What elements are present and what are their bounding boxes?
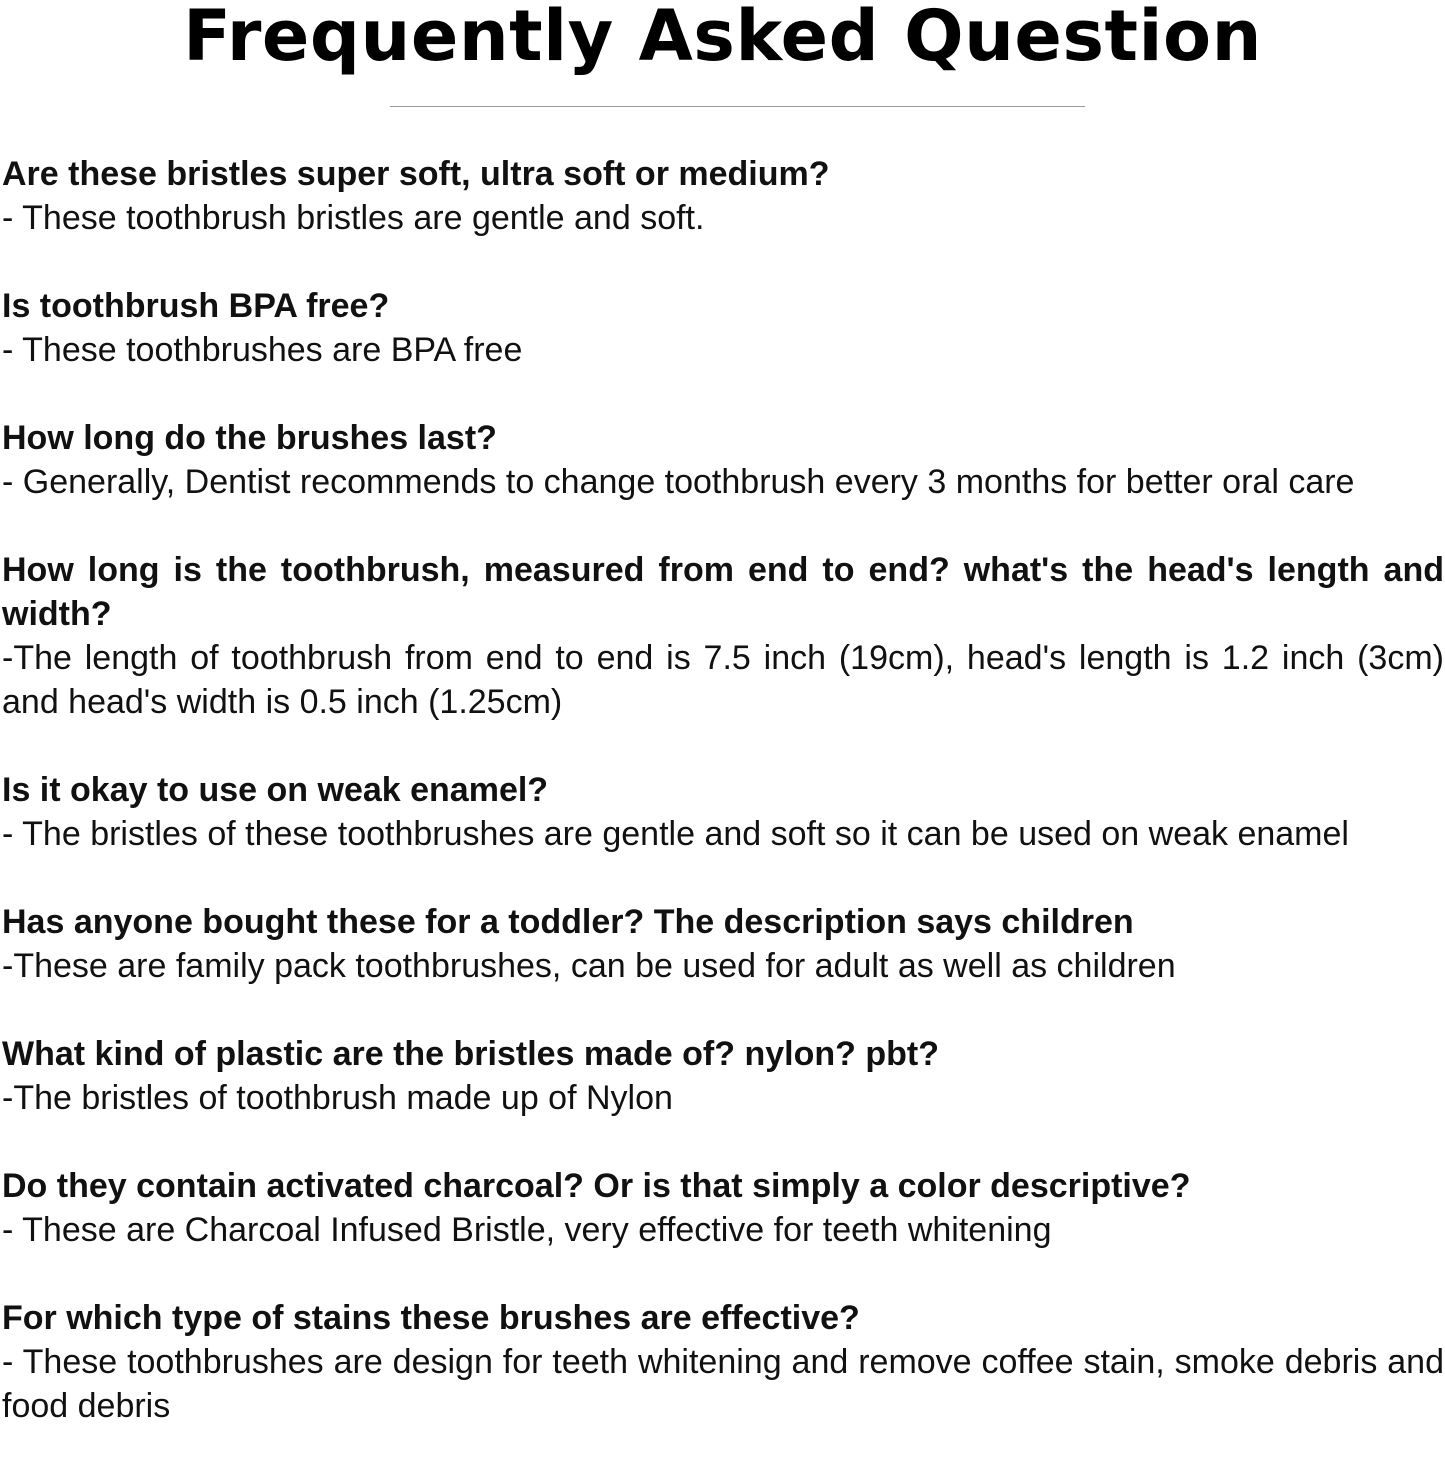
faq-question: What kind of plastic are the bristles made of? nylon? pbt? (2, 1035, 939, 1073)
faq-answer: - The bristles of these toothbrushes are gentle and soft so it can be used on weak enamel (2, 815, 1349, 853)
faq-question: For which type of stains these brushes are effective? (2, 1299, 860, 1337)
faq-question: How long is the toothbrush, measured from end to end? what's the head's length and width? (2, 551, 1444, 633)
faq-question: Is toothbrush BPA free? (2, 287, 390, 325)
faq-item (2, 1164, 1444, 1252)
faq-item (2, 152, 1444, 240)
faq-answer: - Generally, Dentist recommends to change toothbrush every 3 months for better oral care (2, 463, 1355, 501)
faq-question: Has anyone bought these for a toddler? The description says children (2, 903, 1134, 941)
faq-answer: - These toothbrushes are design for teeth whitening and remove coffee stain, smoke debris and food debris (2, 1343, 1444, 1425)
faq-list (2, 152, 1444, 1472)
faq-item (2, 768, 1444, 856)
faq-question: Do they contain activated charcoal? Or is that simply a color descriptive? (2, 1167, 1191, 1205)
faq-item (2, 1032, 1444, 1120)
faq-answer: - These are Charcoal Infused Bristle, very effective for teeth whitening (2, 1211, 1052, 1249)
faq-answer: - These toothbrush bristles are gentle and soft. (2, 199, 705, 237)
faq-answer: -These are family pack toothbrushes, can be used for adult as well as children (2, 947, 1176, 985)
faq-answer: -The bristles of toothbrush made up of Nylon (2, 1079, 673, 1117)
faq-item (2, 900, 1444, 988)
title-divider (390, 106, 1085, 107)
faq-item (2, 416, 1444, 504)
faq-item (2, 548, 1444, 724)
faq-question: Are these bristles super soft, ultra soft or medium? (2, 155, 830, 193)
faq-item (2, 284, 1444, 372)
faq-answer: - These toothbrushes are BPA free (2, 331, 523, 369)
faq-question: How long do the brushes last? (2, 419, 497, 457)
faq-item (2, 1296, 1444, 1428)
faq-question: Is it okay to use on weak enamel? (2, 771, 549, 809)
faq-answer: -The length of toothbrush from end to end is 7.5 inch (19cm), head's length is 1.2 inch (3cm) and head's width is 0.5 inch (1.25cm) (2, 639, 1444, 721)
page-title: Frequently Asked Question (183, 0, 1262, 77)
